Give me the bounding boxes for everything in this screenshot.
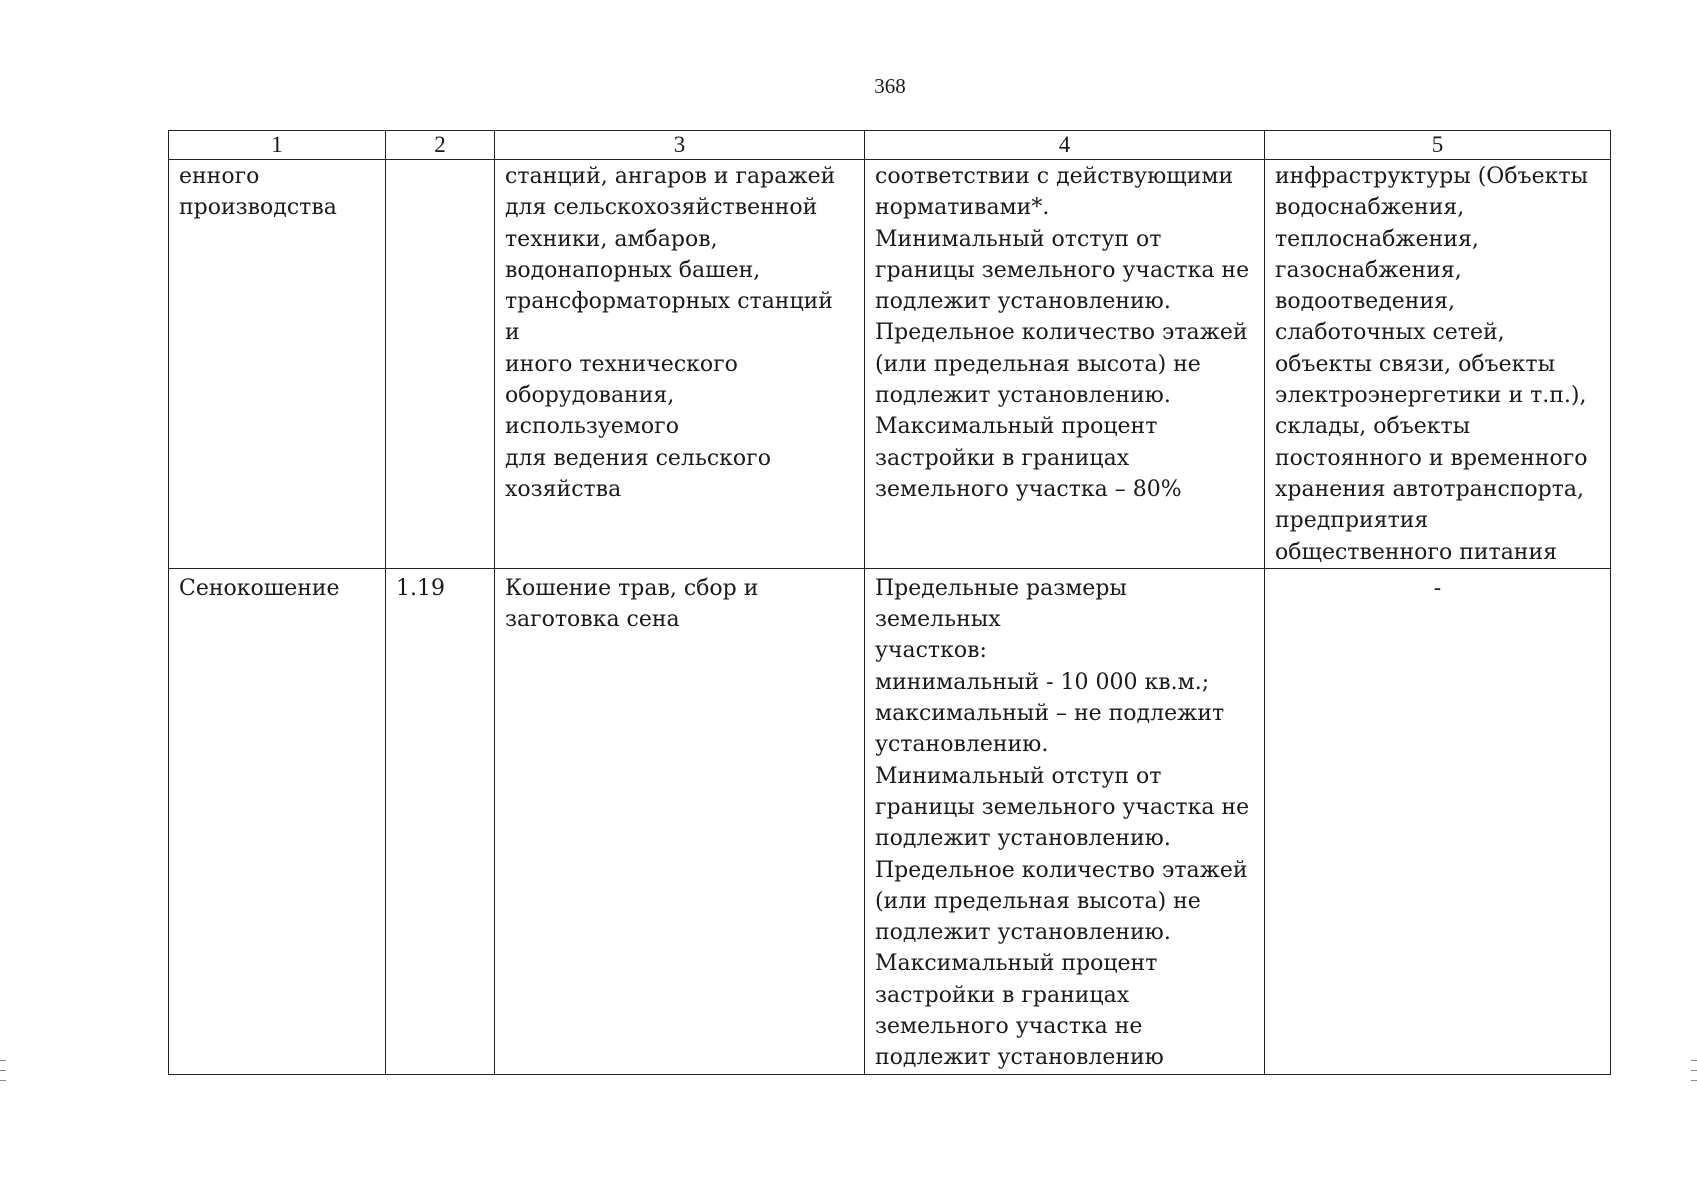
table-row [169,568,1611,1074]
cell-text: Кошение трав, сбор и заготовка сена [505,575,759,633]
scan-margin-marks-left [0,1060,6,1090]
table-cell [495,568,865,1074]
table-row [169,160,1611,569]
cell-text: соответствии с действующими нормативами*. Минимальный отступ от границы земельного участка не подлежит установлению. Предельное количество этажей (или предельная высота) не подлежит установлению. Максимальный процент застройки в границах земельного участка – 80% [875,164,1250,502]
table-cell [1265,568,1611,1074]
table-cell [1265,160,1611,569]
cell-text: - [1433,575,1442,601]
page-number: 368 [874,74,906,98]
cell-text: енного производства [179,164,337,221]
cell-text: 1.19 [396,575,445,601]
table-cell [386,160,495,569]
table-cell [386,568,495,1074]
column-header: 3 [495,131,865,160]
table-cell [169,568,386,1074]
column-header: 5 [1265,131,1611,160]
table-header-row [169,131,1611,160]
column-header: 1 [169,131,386,160]
table-cell [865,160,1265,569]
cell-text: Предельные размеры земельных участков: минимальный - 10 000 кв.м.; максимальный – не подлежит установлению. Минимальный отступ от границы земельного участка не подлежит установлению. Предельное количество этажей (или предельная высота) не подлежит установлению. Максимальный процент застройки в границах земельного участка не подлежит установлению [875,575,1250,1071]
cell-text: Сенокошение [179,575,340,601]
column-header: 4 [865,131,1265,160]
column-header: 2 [386,131,495,160]
table-cell [169,160,386,569]
table-cell [865,568,1265,1074]
scan-margin-marks-right [1691,1060,1697,1090]
table-cell [495,160,865,569]
cell-text: инфраструктуры (Объекты водоснабжения, теплоснабжения, газоснабжения, водоотведения, слаботочных сетей, объекты связи, объекты электроэнергетики и т.п.), склады, объекты постоянного и временного хранения автотранспорта, предприятия общественного питания [1275,164,1589,565]
cell-text: станций, ангаров и гаражей для сельскохозяйственной техники, амбаров, водонапорных башен, трансформаторных станций и иного технического оборудования, используемого для ведения сельского хозяйства [505,164,836,502]
land-use-table [168,130,1611,1075]
